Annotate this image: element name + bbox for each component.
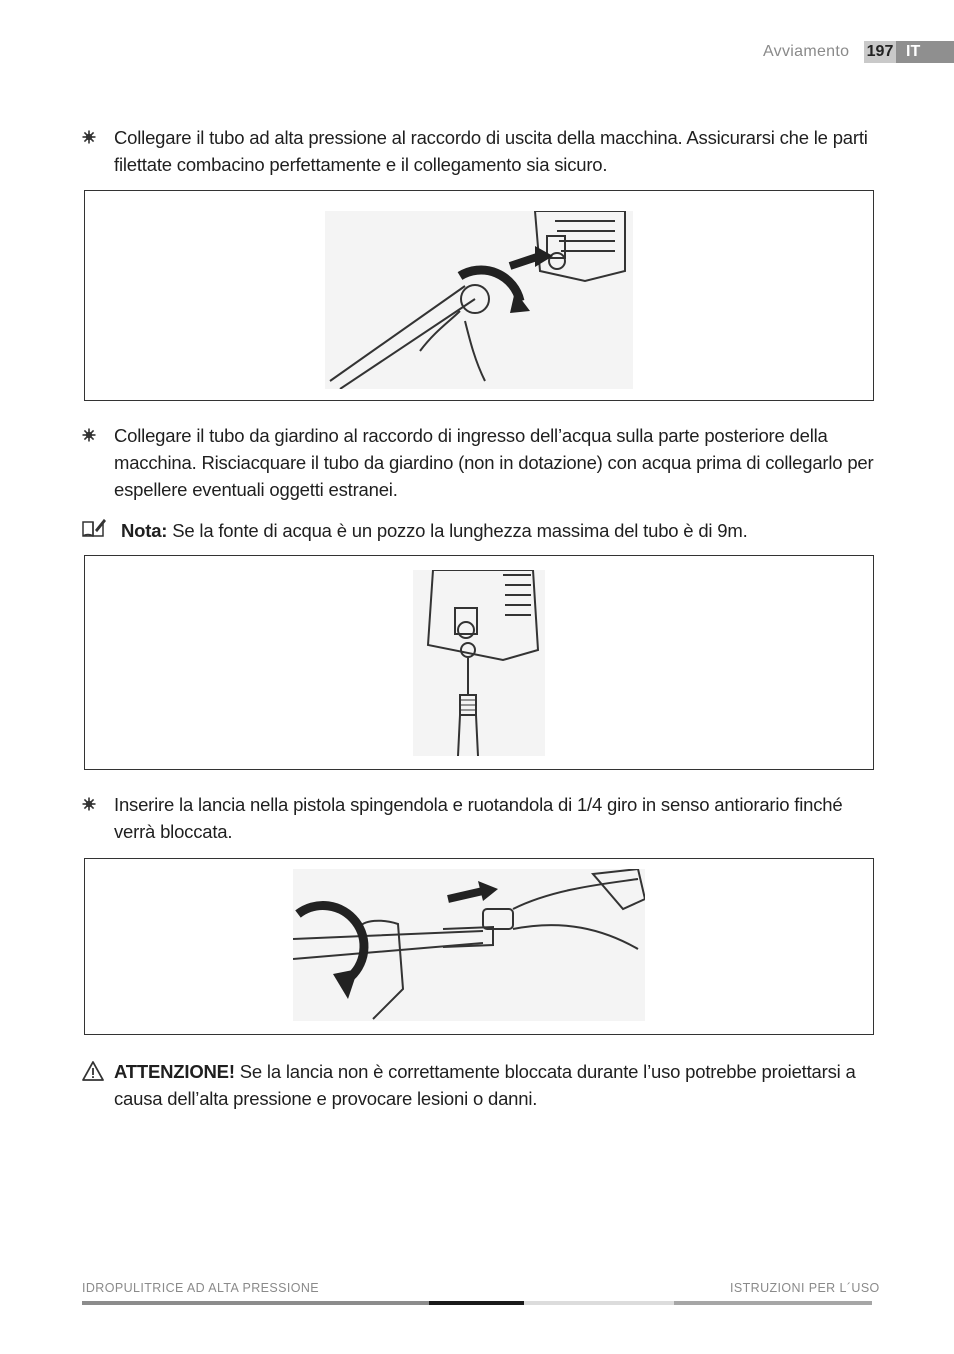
language-tab: IT — [896, 41, 954, 63]
step-1-text: Collegare il tubo ad alta pressione al raccordo di uscita della macchina. Assicurarsi che le parti filettate combacino perfettamente e il collegamento sia sicuro. — [114, 127, 868, 175]
bullet-icon — [82, 130, 96, 144]
step-3-text: Inserire la lancia nella pistola spingendola e ruotandola di 1/4 giro in senso antiorario finché verrà bloccata. — [114, 794, 843, 842]
footer-bar-segment — [674, 1301, 872, 1305]
footer-bar-segment — [524, 1301, 674, 1305]
warning-label: ATTENZIONE! — [114, 1061, 235, 1082]
note — [121, 517, 871, 544]
illustration-high-pressure-hose — [325, 211, 633, 389]
figure-garden-hose-inlet — [84, 555, 874, 770]
figure-hose-connection — [84, 190, 874, 401]
section-title: Avviamento — [763, 43, 850, 60]
bullet-icon — [82, 428, 96, 442]
bullet-icon — [82, 797, 96, 811]
warning-triangle-icon — [82, 1061, 104, 1081]
footer-product-name: IDROPULITRICE AD ALTA PRESSIONE — [82, 1281, 319, 1295]
footer-bar-segment — [429, 1301, 524, 1305]
warning-text: Se la lancia non è correttamente bloccata durante l’uso potrebbe proiettarsi a causa dell’alta pressione e provocare lesioni o danni. — [114, 1061, 856, 1109]
warning — [114, 1058, 874, 1112]
note-book-icon — [82, 518, 106, 538]
page-number: 197 — [864, 41, 896, 63]
illustration-garden-hose — [413, 570, 545, 756]
illustration-lance-gun — [293, 869, 645, 1021]
footer-document-type: ISTRUZIONI PER L´USO — [730, 1281, 880, 1295]
note-label: Nota: — [121, 520, 168, 541]
step-2-text: Collegare il tubo da giardino al raccordo di ingresso dell’acqua sulla parte posteriore della macchina. Risciacquare il tubo da giardino (non in dotazione) con acqua prima di collegarlo per espellere eventuali oggetti estranei. — [114, 425, 874, 500]
note-text: Se la fonte di acqua è un pozzo la lunghezza massima del tubo è di 9m. — [172, 520, 748, 541]
footer-bar-segment — [82, 1301, 429, 1305]
figure-lance-insertion — [84, 858, 874, 1035]
